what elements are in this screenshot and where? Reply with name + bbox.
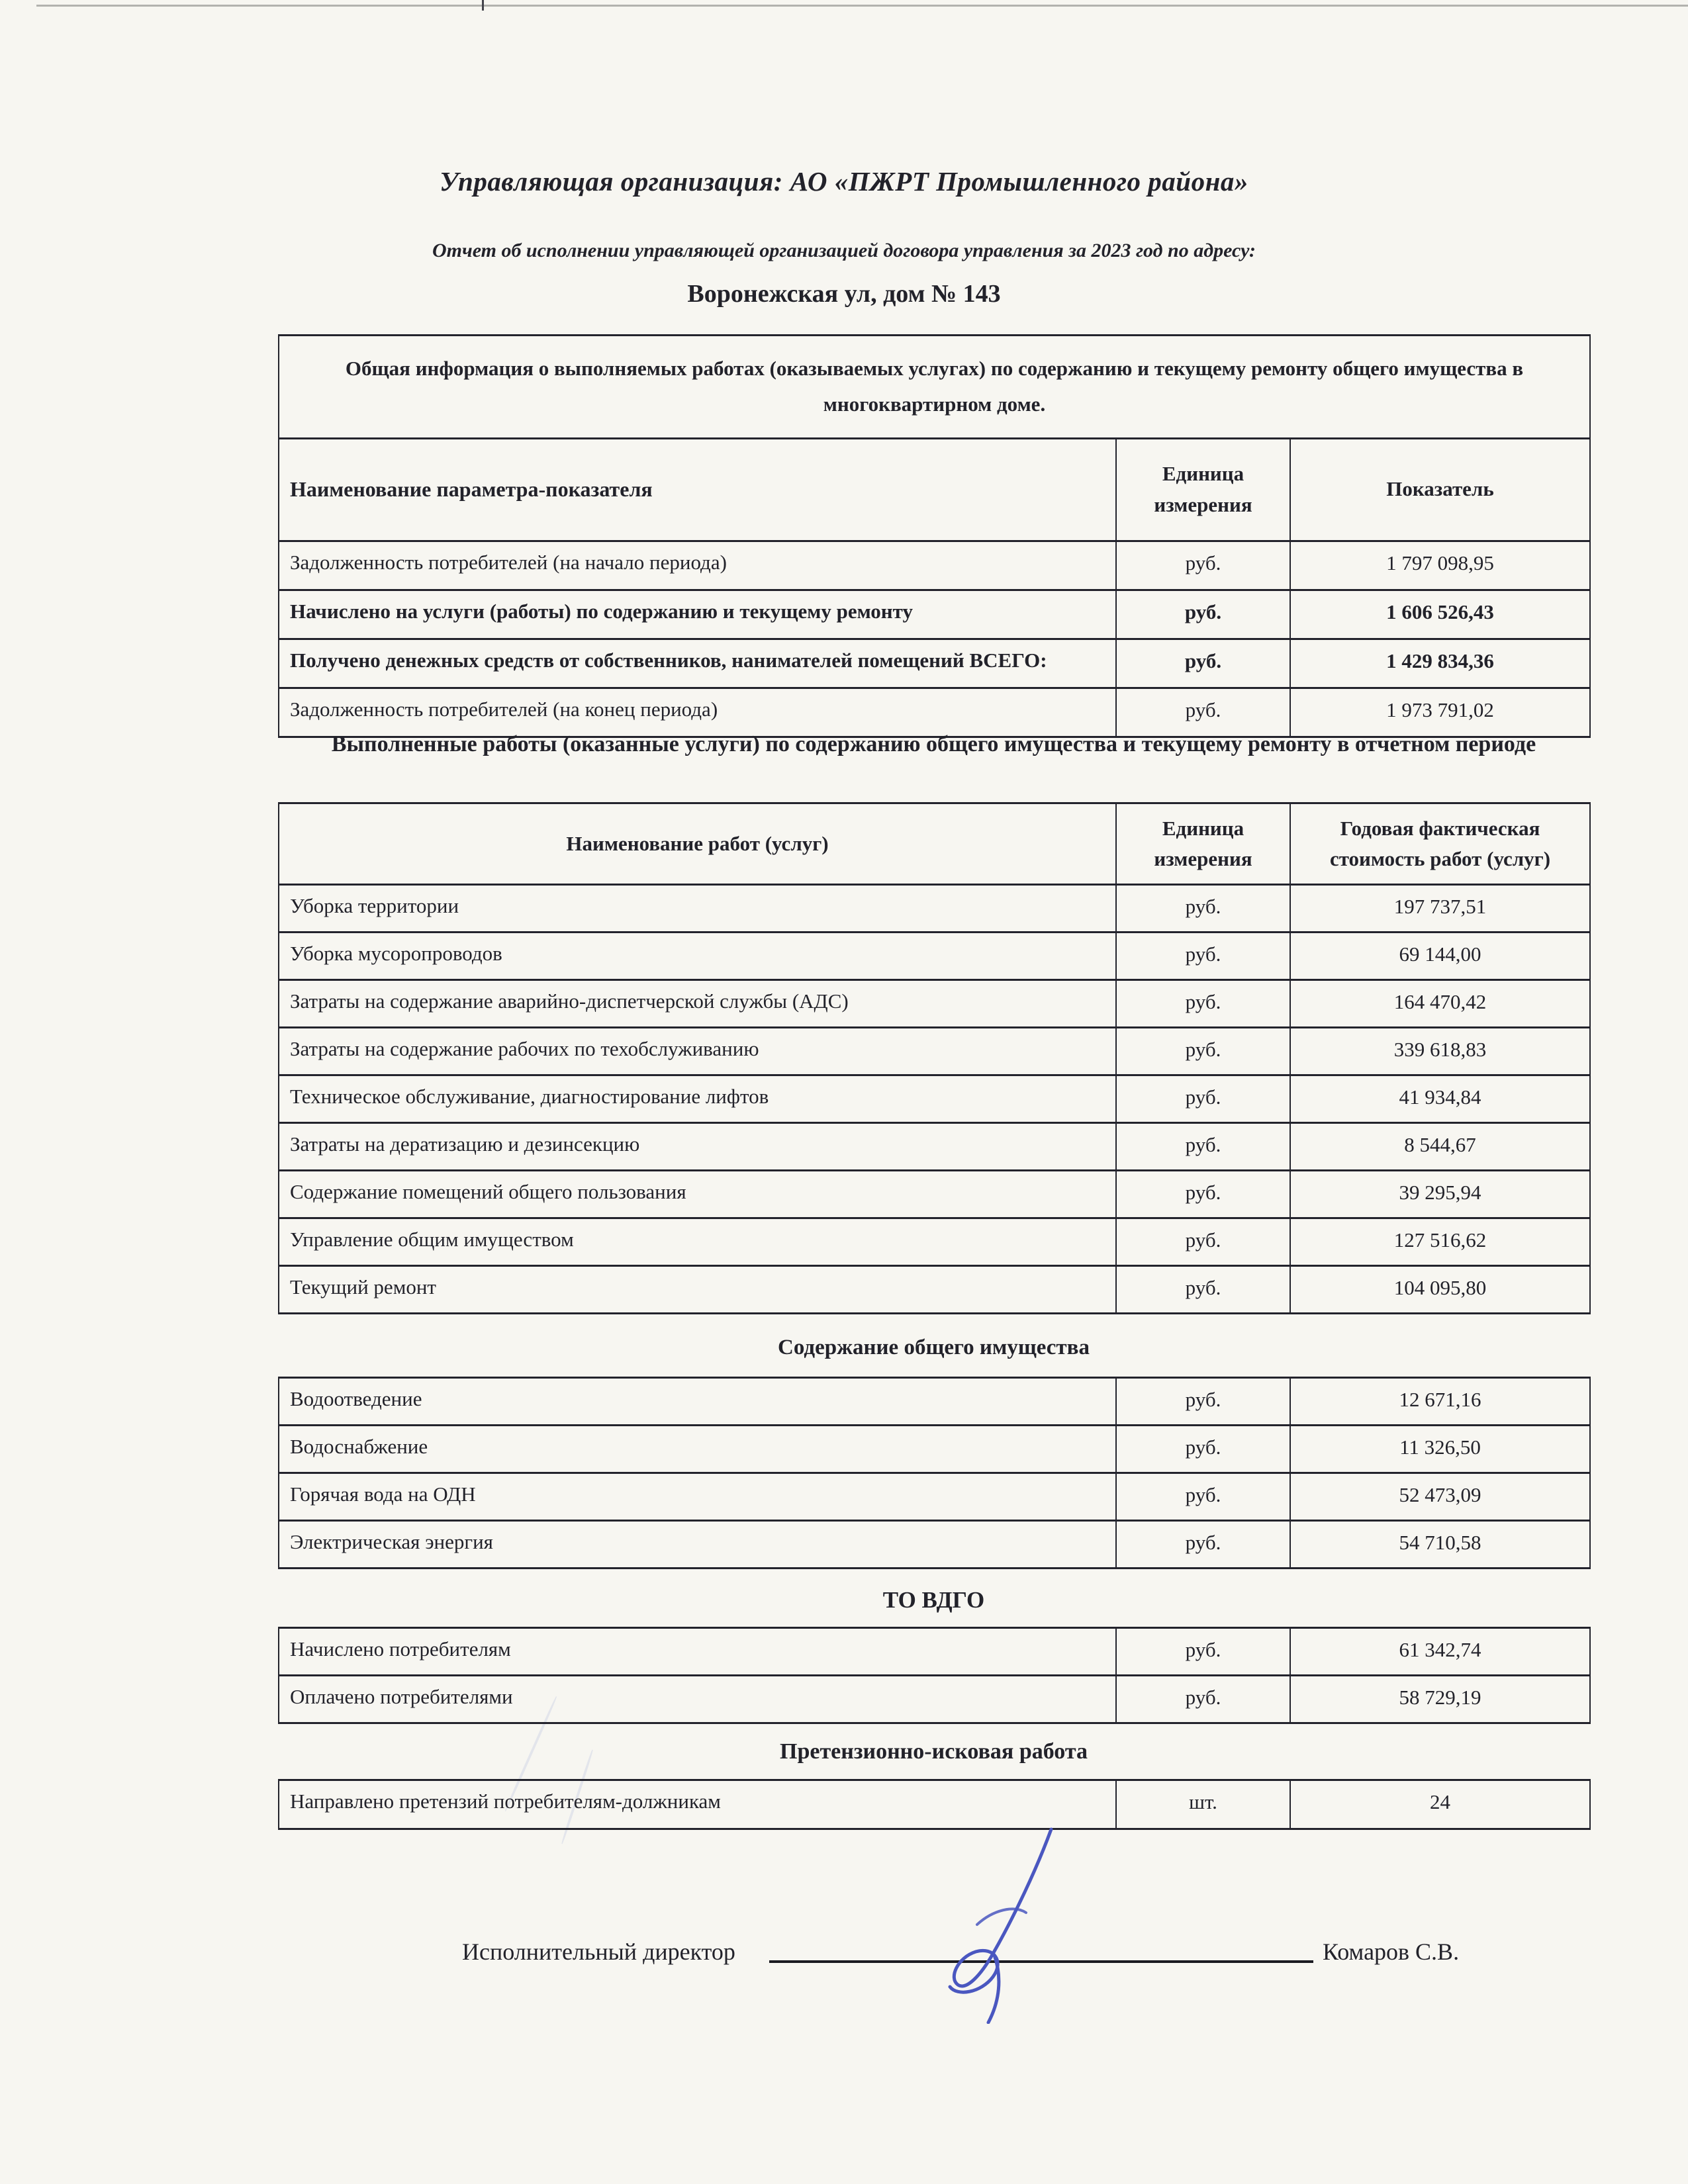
table-header-row	[279, 438, 1590, 541]
table-row	[279, 1426, 1590, 1473]
row-unit: руб.	[1116, 1378, 1290, 1426]
column-header-value: Годовая фактическая стоимость работ (услуг)	[1290, 803, 1590, 885]
table-row	[279, 541, 1590, 590]
row-unit: руб.	[1116, 639, 1290, 688]
table-row	[279, 1628, 1590, 1676]
section-title-maintenance: Содержание общего имущества	[778, 1336, 1090, 1359]
column-header-value: Показатель	[1290, 438, 1590, 541]
table-row	[279, 1521, 1590, 1569]
row-label: Водоснабжение	[279, 1426, 1116, 1473]
table-row	[279, 590, 1590, 639]
row-label: Начислено на услуги (работы) по содержанию и текущему ремонту	[279, 590, 1116, 639]
table-row	[279, 639, 1590, 688]
document-title: Управляющая организация: АО «ПЖРТ Промышленного района»	[440, 166, 1248, 197]
row-label: Получено денежных средств от собственников, нанимателей помещений ВСЕГО:	[279, 639, 1116, 688]
table-row	[279, 1171, 1590, 1218]
document-address: Воронежская ул, дом № 143	[687, 280, 1001, 308]
signature-role-label: Исполнительный директор	[462, 1938, 735, 1965]
row-label: Затраты на содержание аварийно-диспетчерской службы (АДС)	[279, 980, 1116, 1028]
table-row	[279, 1075, 1590, 1123]
row-label: Задолженность потребителей (на конец периода)	[279, 688, 1116, 737]
signature-name: Комаров С.В.	[1323, 1938, 1460, 1965]
row-unit: руб.	[1116, 1628, 1290, 1676]
row-label: Направлено претензий потребителям-должникам	[279, 1780, 1116, 1829]
table-row	[279, 1266, 1590, 1314]
row-unit: руб.	[1116, 1075, 1290, 1123]
general-info-table	[278, 334, 1591, 738]
column-header-name: Наименование параметра-показателя	[279, 438, 1116, 541]
row-label: Затраты на дератизацию и дезинсекцию	[279, 1123, 1116, 1171]
scan-artifact-top-edge	[36, 5, 1688, 7]
row-value: 1 973 791,02	[1290, 688, 1590, 737]
document-subtitle: Отчет об исполнении управляющей организацией договора управления за 2023 год по адресу:	[432, 240, 1256, 261]
row-unit: руб.	[1116, 1266, 1290, 1314]
maintenance-table	[278, 1377, 1591, 1569]
table-row	[279, 1473, 1590, 1521]
column-header-unit: Единица измерения	[1116, 803, 1290, 885]
signature-block	[278, 1918, 1589, 2050]
row-unit: руб.	[1116, 1473, 1290, 1521]
row-value: 61 342,74	[1290, 1628, 1590, 1676]
section-title-vdgo: ТО ВДГО	[882, 1587, 985, 1613]
row-unit: руб.	[1116, 1426, 1290, 1473]
claims-table	[278, 1779, 1591, 1830]
row-value: 52 473,09	[1290, 1473, 1590, 1521]
row-unit: руб.	[1116, 541, 1290, 590]
row-value: 24	[1290, 1780, 1590, 1829]
row-label: Водоотведение	[279, 1378, 1116, 1426]
row-value: 197 737,51	[1290, 885, 1590, 933]
signature-ink	[914, 1825, 1086, 2024]
column-header-unit: Единица измерения	[1116, 438, 1290, 541]
row-value: 8 544,67	[1290, 1123, 1590, 1171]
table-row	[279, 1028, 1590, 1075]
row-label: Содержание помещений общего пользования	[279, 1171, 1116, 1218]
row-value: 11 326,50	[1290, 1426, 1590, 1473]
row-value: 1 606 526,43	[1290, 590, 1590, 639]
row-unit: шт.	[1116, 1780, 1290, 1829]
row-value: 164 470,42	[1290, 980, 1590, 1028]
table-row	[279, 933, 1590, 980]
row-label: Уборка мусоропроводов	[279, 933, 1116, 980]
row-label: Управление общим имуществом	[279, 1218, 1116, 1266]
table-row	[279, 1676, 1590, 1723]
row-label: Текущий ремонт	[279, 1266, 1116, 1314]
row-label: Задолженность потребителей (на начало периода)	[279, 541, 1116, 590]
table-caption: Общая информация о выполняемых работах (оказываемых услугах) по содержанию и текущему ремонту общего имущества в многоквартирном доме.	[279, 336, 1590, 439]
column-header-name: Наименование работ (услуг)	[279, 803, 1116, 885]
row-value: 39 295,94	[1290, 1171, 1590, 1218]
table-caption-row	[279, 336, 1590, 439]
table-row	[279, 1123, 1590, 1171]
row-label: Начислено потребителям	[279, 1628, 1116, 1676]
row-label: Техническое обслуживание, диагностирование лифтов	[279, 1075, 1116, 1123]
vdgo-table	[278, 1627, 1591, 1724]
table-row	[279, 1780, 1590, 1829]
row-value: 41 934,84	[1290, 1075, 1590, 1123]
row-unit: руб.	[1116, 980, 1290, 1028]
row-label: Электрическая энергия	[279, 1521, 1116, 1569]
table-row	[279, 885, 1590, 933]
row-unit: руб.	[1116, 1521, 1290, 1569]
row-label: Затраты на содержание рабочих по техобслуживанию	[279, 1028, 1116, 1075]
row-unit: руб.	[1116, 688, 1290, 737]
row-label: Уборка территории	[279, 885, 1116, 933]
scan-artifact-tick	[482, 0, 484, 11]
row-unit: руб.	[1116, 885, 1290, 933]
row-value: 54 710,58	[1290, 1521, 1590, 1569]
section-title-works: Выполненные работы (оказанные услуги) по содержанию общего имущества и текущему ремонту в отчетном периоде	[331, 732, 1536, 756]
row-value: 1 797 098,95	[1290, 541, 1590, 590]
table-row	[279, 1218, 1590, 1266]
row-value: 339 618,83	[1290, 1028, 1590, 1075]
table-row	[279, 1378, 1590, 1426]
section-title-claims: Претензионно-исковая работа	[780, 1739, 1088, 1764]
row-unit: руб.	[1116, 1171, 1290, 1218]
table-row	[279, 980, 1590, 1028]
row-value: 58 729,19	[1290, 1676, 1590, 1723]
row-unit: руб.	[1116, 933, 1290, 980]
row-unit: руб.	[1116, 1218, 1290, 1266]
row-unit: руб.	[1116, 1028, 1290, 1075]
row-unit: руб.	[1116, 590, 1290, 639]
row-value: 104 095,80	[1290, 1266, 1590, 1314]
table-header-row	[279, 803, 1590, 885]
row-label: Горячая вода на ОДН	[279, 1473, 1116, 1521]
row-value: 127 516,62	[1290, 1218, 1590, 1266]
row-value: 69 144,00	[1290, 933, 1590, 980]
row-unit: руб.	[1116, 1676, 1290, 1723]
row-value: 1 429 834,36	[1290, 639, 1590, 688]
row-value: 12 671,16	[1290, 1378, 1590, 1426]
row-label: Оплачено потребителями	[279, 1676, 1116, 1723]
row-unit: руб.	[1116, 1123, 1290, 1171]
works-table	[278, 802, 1591, 1314]
